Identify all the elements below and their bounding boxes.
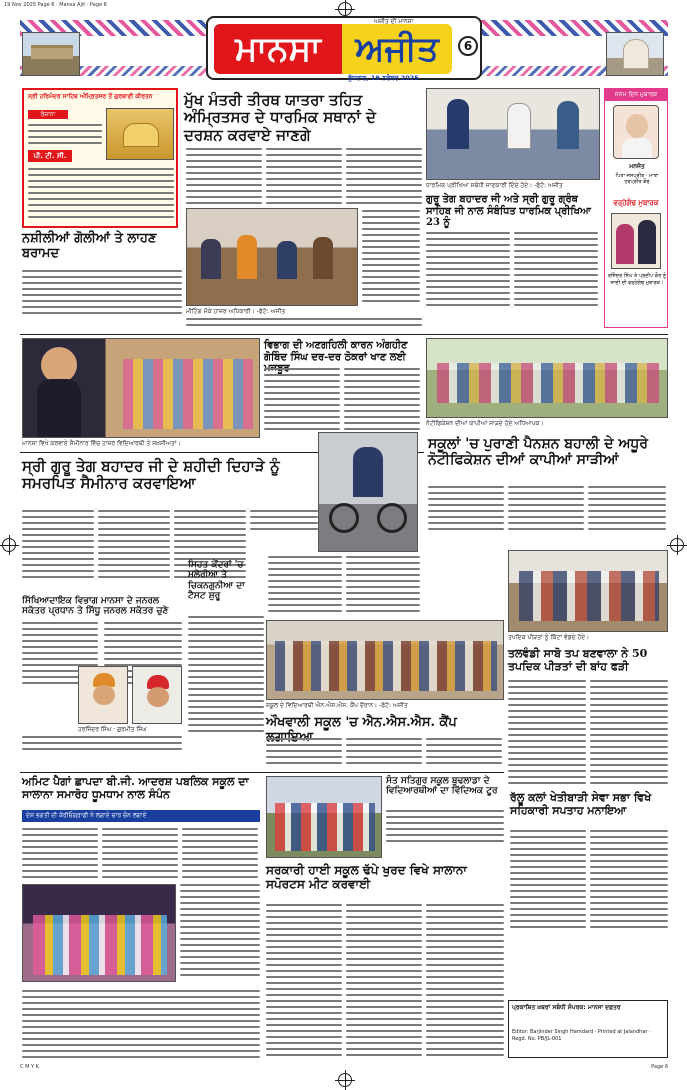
masthead-date: ਬੁੱਧਵਾਰ, 19 ਨਵੰਬਰ 2025 bbox=[348, 74, 419, 82]
festival-headline: ਸੰਤ ਸਤਿਗੁਰ ਸਕੂਲ ਬੁਢਲਾਡਾ ਦੇ ਵਿਦਿਆਰਥੀਆਂ ਦਾ ਵਿੱਦਿਅਕ ਟੂਰ bbox=[386, 776, 498, 797]
meta-strip: 19 Nov 2025 Page 6 · Mansa Ajit · Page 6 bbox=[4, 2, 107, 8]
gurdwara-shape bbox=[623, 39, 649, 69]
meeting-photo-caption: ਮੀਟਿੰਗ ਮੌਕੇ ਹਾਜ਼ਰ ਅਧਿਕਾਰੀ। -ਫੋਟੋ: ਅਜੀਤ bbox=[186, 308, 286, 315]
masthead-title-left: ਮਾਨਸਾ bbox=[214, 24, 342, 74]
masthead-title-right: ਅਜੀਤ bbox=[342, 24, 452, 74]
tb-photo-caption: ਤਪਦਿਕ ਪੀੜਤਾਂ ਨੂੰ ਕਿੱਟਾਂ ਵੰਡਦੇ ਹੋਏ। bbox=[508, 634, 590, 641]
meeting-photo bbox=[186, 208, 358, 306]
nss-headline: ਔਖਵਾਲੀ ਸਕੂਲ 'ਚ ਐਨ.ਐਸ.ਐਸ. ਕੈਂਪ bbox=[266, 715, 457, 730]
golden-temple-photo bbox=[106, 108, 174, 160]
ad-title: ਸ੍ਰੀ ਹਰਿਮੰਦਰ ਸਾਹਿਬ ਅੰਮ੍ਰਿਤਸਰ ਤੋਂ ਗੁਰਬਾਣੀ ਕੀਰਤਨ bbox=[28, 93, 153, 100]
seminar-photo-caption: ਮਾਨਸਾ ਵਿਖੇ ਕਰਵਾਏ ਸੈਮੀਨਾਰ ਵਿੱਚ ਹਾਜ਼ਰ ਵਿਦਿਆਰਥੀ ਤੇ ਸਖ਼ਸੀਅਤਾਂ। bbox=[22, 440, 181, 447]
cyclist-photo bbox=[318, 432, 418, 552]
footer-notice: ਪ੍ਰਕਾਸ਼ਿਤ ਖ਼ਬਰਾਂ ਸਬੰਧੀ ਸੰਪਰਕ: ਮਾਨਸਾ ਦਫ਼ਤਰ bbox=[512, 1004, 621, 1011]
person-figure bbox=[447, 99, 469, 149]
person-figure bbox=[638, 220, 656, 264]
birthday-caption-parents: ਪਿਤਾ ਜਸਪ੍ਰੀਤ · ਮਾਤਾ ਹਰਪ੍ਰੀਤ ਕੌਰ bbox=[615, 173, 659, 185]
section-divider bbox=[20, 334, 668, 335]
registration-mark-bottom bbox=[338, 1073, 352, 1087]
footer-notice-box bbox=[508, 1000, 668, 1058]
person-figure bbox=[201, 239, 221, 279]
bottom-bar-left: C M Y K bbox=[20, 1064, 39, 1070]
person-figure bbox=[313, 237, 333, 279]
ad-subtitle: ਰੋਜ਼ਾਨਾ bbox=[28, 110, 68, 119]
masthead-tagline: ਅਜੀਤ ਦੀ ਮਾਨਸਾ bbox=[374, 18, 414, 25]
person-figure bbox=[237, 235, 257, 279]
tb-kits-photo bbox=[508, 550, 668, 632]
anniversary-header: ਵਰ੍ਹੇਗੰਢ ਮੁਬਾਰਕ bbox=[605, 197, 667, 209]
pension-headline: ਸਕੂਲਾਂ 'ਚ ਪੁਰਾਣੀ ਪੈਨਸ਼ਨ ਬਹਾਲੀ ਦੇ ਅਧੂਰੇ ਨੋਟੀਫਿਕੇਸ਼ਨ ਦੀਆਂ ਕਾਪੀਆਂ ਸਾੜੀਆਂ bbox=[428, 436, 648, 469]
masthead-title-block bbox=[206, 16, 482, 80]
masthead-photo-left bbox=[22, 32, 80, 76]
drugs-headline: ਨਸ਼ੀਲੀਆਂ ਗੋਲੀਆਂ ਤੇ ਲਾਹਣ ਬਰਾਮਦ bbox=[22, 231, 157, 261]
birthday-photo bbox=[613, 105, 659, 159]
group-shape bbox=[275, 641, 497, 691]
school-banner: ਦੇਸ਼ ਭਗਤੀ ਦੀ ਕੋਰੀਓਗ੍ਰਾਫੀ ਨੇ ਲਗਾਏ ਚਾਰ ਚੰਨ ਲਗਾਏ bbox=[22, 810, 260, 822]
crowd-shape bbox=[437, 363, 659, 403]
portrait-photo-2 bbox=[132, 666, 182, 724]
school-headline: ਅਮਿਟ ਪੈਗਾਂ ਛਾਪਦਾ ਬੀ.ਜੀ. ਆਦਰਸ਼ ਪਬਲਿਕ ਸਕੂਲ ਦਾ ਸਾਲਾਨਾ ਸਮਾਰੋਹ ਧੂਮਧਾਮ ਨਾਲ ਸੰਪੰਨ bbox=[22, 775, 249, 801]
speaker-face bbox=[41, 347, 77, 383]
person-figure bbox=[277, 241, 297, 279]
face-shape bbox=[93, 685, 115, 705]
farm-headline: ਰੱਲੂ ਕਲਾਂ ਖੇਤੀਬਾੜੀ ਸੇਵਾ ਸਭਾ ਵਿਖੇ ਸਹਿਕਾਰੀ ਸਪਤਾਹ ਮਨਾਇਆ bbox=[510, 791, 652, 817]
seminar-photo bbox=[22, 338, 260, 438]
portrait-photo-1 bbox=[78, 666, 128, 724]
school-function-photo bbox=[22, 884, 176, 982]
main-headline: ਮੁੱਖ ਮੰਤਰੀ ਤੀਰਥ ਯਾਤਰਾ ਤਹਿਤ ਅੰਮ੍ਰਿਤਸਰ ਦੇ ਧਾਰਮਿਕ ਸਥਾਨਾਂ ਦੇ ਦਰਸ਼ਨ ਕਰਵਾਏ ਜਾਣਗੇ bbox=[184, 91, 376, 144]
temple-shape bbox=[123, 123, 159, 147]
sports-meet-photo bbox=[266, 776, 382, 858]
sports-meet-headline: ਸਰਕਾਰੀ ਹਾਈ ਸਕੂਲ ਢੱਪੇ ਖੁਰਦ ਵਿਖੇ ਸਾਲਾਨਾ ਸਪੋਰਟਸ ਮੀਟ ਕਰਵਾਈ bbox=[266, 863, 467, 891]
sports-headline: ਸਿਹਤ ਕੇਂਦਰਾਂ 'ਚ ਮਲੇਰੀਆ ਤੇ ਚਿਕਨਗੁਨੀਆ ਦਾ ਟੈਸਟ ਸ਼ੁਰੂ bbox=[188, 560, 245, 602]
pension-protest-photo bbox=[426, 338, 668, 418]
nss-camp-photo bbox=[266, 620, 504, 700]
person-figure bbox=[616, 224, 634, 264]
tb-headline: ਤਲਵੰਡੀ ਸਾਬੋ ਤਪ ਬਣਵਾਲਾ ਨੇ 50 ਤਪਦਿਕ ਪੀੜਤਾਂ ਦੀ ਬਾਂਹ ਫੜੀ bbox=[508, 647, 648, 673]
birthday-box bbox=[604, 88, 668, 328]
section-divider bbox=[20, 772, 504, 773]
portraits-caption: ਹਰਜਿੰਦਰ ਸਿੰਘ · ਗੁਰਮੀਤ ਸਿੰਘ bbox=[78, 726, 147, 733]
masthead-photo-right bbox=[606, 32, 664, 76]
ad-box bbox=[22, 88, 178, 228]
person-figure bbox=[557, 101, 579, 149]
seminar-headline: ਸ੍ਰੀ ਗੁਰੂ ਤੇਗ ਬਹਾਦਰ ਜੀ ਦੇ ਸ਼ਹੀਦੀ ਦਿਹਾੜੇ ਨੂੰ ਸਮਰਪਿਤ ਸੈਮੀਨਾਰ ਕਰਵਾਇਆ bbox=[22, 457, 280, 493]
wheel-shape bbox=[329, 503, 359, 533]
bottom-bar bbox=[20, 1064, 668, 1072]
registration-mark-left bbox=[2, 538, 16, 552]
page-number-badge: 6 bbox=[458, 36, 478, 56]
bottom-bar-right: Page 6 bbox=[651, 1064, 668, 1070]
face-shape bbox=[147, 687, 169, 707]
birthday-header: ਜਨਮ ਦਿਨ ਮੁਬਾਰਕ bbox=[605, 89, 667, 101]
ad-badge: ਪੀ. ਟੀ. ਸੀ. bbox=[28, 150, 72, 162]
exam-photo-caption: ਧਾਰਮਿਕ ਪ੍ਰੀਖਿਆ ਸਬੰਧੀ ਜਾਣਕਾਰੀ ਦਿੰਦੇ ਹੋਏ। -ਫੋਟੋ: ਅਜੀਤ bbox=[426, 182, 563, 189]
audience-shape bbox=[123, 359, 253, 429]
players-shape bbox=[275, 803, 375, 851]
birthday-caption-name: ਮਨਜੋਤ bbox=[629, 163, 645, 170]
people-shape bbox=[519, 571, 659, 621]
pension-photo-caption: ਨੋਟੀਫਿਕੇਸ਼ਨ ਦੀਆਂ ਕਾਪੀਆਂ ਸਾੜਦੇ ਹੋਏ ਅਧਿਆਪਕ। bbox=[426, 420, 544, 427]
weather-headline: ਵਿਭਾਗ ਦੀ ਅਣਗਹਿਲੀ ਕਾਰਨ ਅੰਗਹੀਣ ਗੋਬਿੰਦ ਸਿੰਘ ਦਰ-ਦਰ ਠੋਕਰਾਂ ਖਾਣ ਲਈ bbox=[264, 340, 408, 363]
anniversary-photo bbox=[611, 213, 661, 269]
registration-mark-right bbox=[670, 538, 684, 552]
person-figure bbox=[353, 447, 383, 497]
exam-photo bbox=[426, 88, 600, 180]
wheel-shape bbox=[377, 503, 407, 533]
masthead bbox=[20, 14, 668, 86]
performers-shape bbox=[33, 915, 167, 975]
speaker-body bbox=[37, 379, 81, 437]
guru-exam-headline: ਗੁਰੂ ਤੇਗ ਬਹਾਦਰ ਜੀ ਅਤੇ ਸ੍ਰੀ ਗੁਰੂ ਗ੍ਰੰਥ ਸਾਹਿਬ ਜੀ ਨਾਲ ਸੰਬੰਧਿਤ ਧਾਰਮਿਕ ਪ੍ਰੀਖਿਆ 23 ਨੂੰ bbox=[426, 194, 591, 228]
monument-shape bbox=[31, 45, 73, 59]
nss-photo-caption: ਸਕੂਲ ਦੇ ਵਿਦਿਆਰਥੀ ਐਨ.ਐਸ.ਐਸ. ਕੈਂਪ ਦੌਰਾਨ। -ਫੋਟੋ: ਅਜੀਤ bbox=[266, 702, 408, 709]
election-headline: ਸਿੱਖਿਆਦਾਇਕ ਵਿਭਾਗ ਮਾਨਸਾ ਦੇ ਜਨਰਲ ਸਕੱਤਰ ਪ੍ਰਧਾਨ ਤੇ ਸਿੱਧੂ ਜਨਰਲ ਸਕੱਤਰ ਚੁਣੇ bbox=[22, 596, 169, 617]
face-shape bbox=[626, 114, 648, 138]
footer-imprint: Editor: Barjinder Singh Hamdard · Printed at Jalandhar · Regd. No. PB/JL-001 bbox=[512, 1029, 651, 1042]
anniversary-caption: ਰਜਿੰਦਰ ਸਿੰਘ ਤੇ ਪ੍ਰਦੀਪ ਕੌਰ ਨੂੰ ਸ਼ਾਦੀ ਦੀ ਵਰ੍ਹੇਗੰਢ ਮੁਬਾਰਕ। bbox=[607, 273, 667, 286]
body-shape bbox=[622, 138, 652, 159]
person-figure bbox=[507, 103, 531, 149]
